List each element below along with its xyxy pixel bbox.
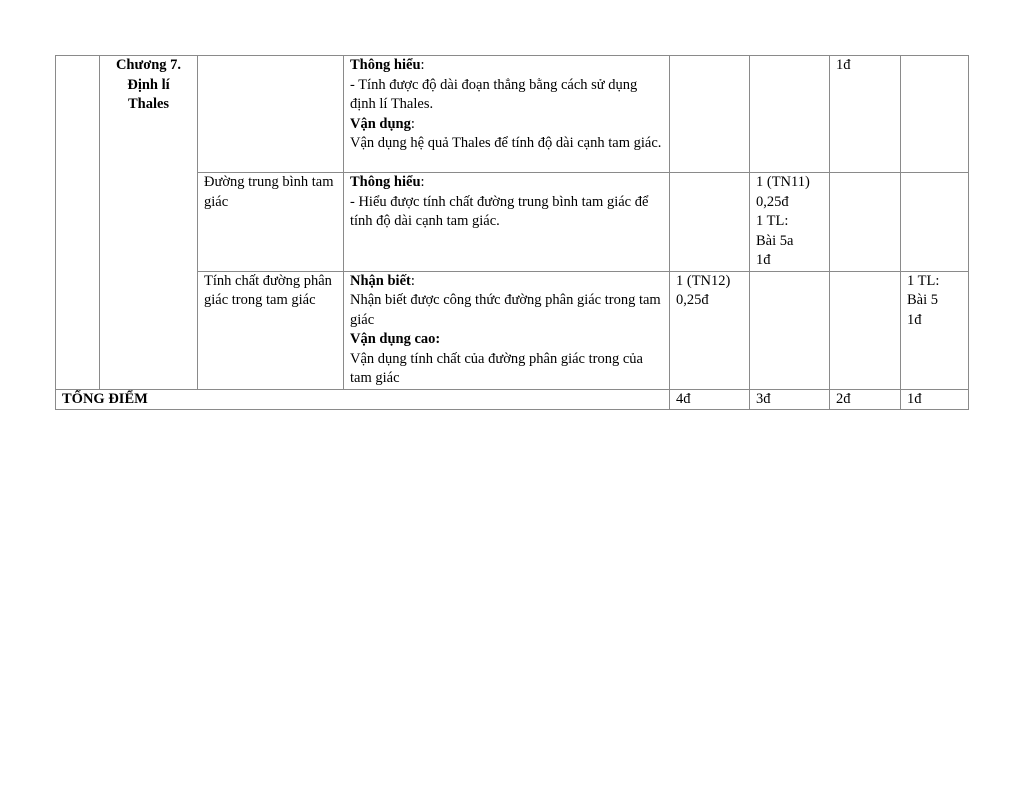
content-text [350,134,663,154]
score-vdc-cell [901,56,969,173]
score-th-cell [750,56,830,173]
total-label: TỔNG ĐIỂM [56,389,670,410]
level-label: Nhận biết [350,272,411,289]
score-line: 1đ [907,311,922,328]
chapter-cell: Chương 7. Định lí Thales [100,56,198,390]
content-text [350,350,663,389]
score-line: 1 TL: [756,213,789,229]
topic-text: Tính chất đường phân giác trong tam giác [204,272,332,308]
score-line: Bài 5 [907,292,939,308]
content-cell [344,56,670,173]
spec-matrix-table [55,55,969,410]
index-cell [56,56,100,390]
level-sep: : [420,174,425,190]
level-sep: : [410,272,415,289]
content-line: Vận dụng hệ quả Thales để tính độ dài cạnh tam giác. [350,135,662,151]
level-heading [350,272,663,292]
level-label: Vận dụng [350,115,411,132]
score-th-cell [750,173,830,272]
table-row [56,56,969,173]
content-text [350,193,663,232]
total-row [56,389,969,410]
score-line: 1 TL: [907,272,940,289]
total-vd: 2đ [830,389,901,410]
topic-cell [198,56,344,173]
total-nb: 4đ [670,389,750,410]
score-line: 0,25đ [756,193,789,210]
score-vd-cell [830,271,901,389]
topic-cell [198,271,344,389]
score-nb-cell [670,173,750,272]
level-heading [350,173,663,193]
score-vd-cell [830,56,901,173]
score-nb-cell [670,56,750,173]
score-vd-cell [830,173,901,272]
level-sep: : [410,115,415,132]
total-vdc: 1đ [901,389,969,410]
level-heading [350,56,663,76]
score-vdc-cell [901,173,969,272]
score-line: 1đ [756,252,771,268]
content-line: - Tính được độ dài đoạn thẳng bằng cách sử dụng định lí Thales. [350,76,638,112]
total-th: 3đ [750,389,830,410]
content-text [350,76,663,115]
content-line: - Hiểu được tính chất đường trung bình tam giác để tính độ dài cạnh tam giác. [350,193,649,229]
level-sep: : [420,57,425,73]
score-line: 0,25đ [676,292,709,308]
content-line: Nhận biết được công thức đường phân giác trong tam giác [350,292,661,328]
score-line: 1 (TN12) [676,272,731,289]
level-label: Thông hiểu [350,57,421,73]
score-line: 1 (TN11) [756,174,810,190]
content-text [350,291,663,330]
level-label: Thông hiểu [350,174,421,190]
content-cell [344,271,670,389]
content-cell [344,173,670,272]
topic-cell [198,173,344,272]
topic-text: Đường trung bình tam giác [204,174,334,210]
score-th-cell [750,271,830,389]
score-line: Bài 5a [756,232,794,249]
content-line: Vận dụng tính chất của đường phân giác trong của tam giác [350,350,643,386]
level-heading [350,115,663,135]
score-nb-cell [670,271,750,389]
score-line: 1đ [836,57,851,73]
level-label: Vận dụng cao: [350,331,441,347]
score-vdc-cell [901,271,969,389]
level-heading [350,330,663,350]
